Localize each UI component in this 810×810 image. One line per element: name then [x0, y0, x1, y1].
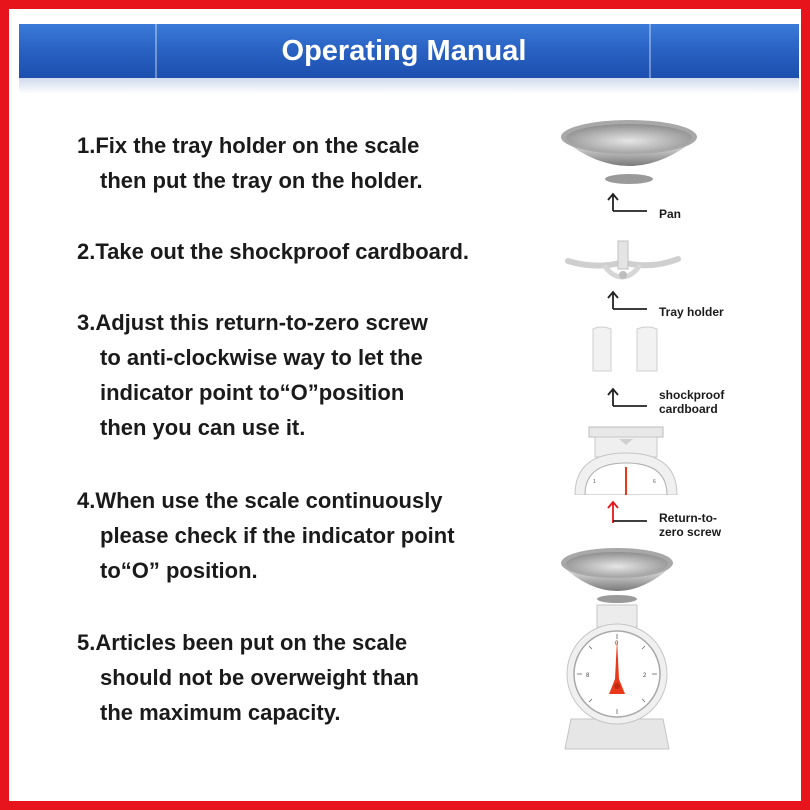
kitchen-scale-image — [557, 539, 677, 754]
pan-image — [554, 113, 704, 188]
tray-holder-pointer-icon — [605, 289, 651, 313]
step-3-line-2: to anti-clockwise way to let the — [100, 345, 423, 370]
svg-text:1: 1 — [593, 479, 596, 485]
return-screw-label: Return-to- zero screw — [659, 511, 722, 539]
step-5 — [77, 625, 419, 730]
step-4-line-2: please check if the indicator point — [100, 523, 455, 548]
step-4-line-1: 4.When use the scale continuously — [77, 488, 443, 513]
step-2 — [77, 234, 469, 269]
shockproof-cardboard-image — [591, 325, 661, 375]
pan-label: Pan — [659, 207, 682, 221]
scale-top-image — [571, 423, 681, 495]
return-screw-pointer-icon — [605, 499, 651, 525]
step-1-line-1: 1.Fix the tray holder on the scale — [77, 133, 420, 158]
tray-holder-label: Tray holder — [659, 305, 724, 319]
step-5-line-3: the maximum capacity. — [100, 700, 341, 725]
header-shadow — [19, 78, 799, 94]
step-3-line-1: 3.Adjust this return-to-zero screw — [77, 310, 428, 335]
svg-text:8: 8 — [586, 673, 590, 679]
step-2-line-1: 2.Take out the shockproof cardboard. — [77, 239, 470, 264]
svg-text:6: 6 — [653, 479, 656, 485]
step-1 — [77, 128, 423, 198]
step-1-line-2: then put the tray on the holder. — [100, 168, 423, 193]
page-title: Operating Manual — [281, 35, 527, 67]
tray-holder-image — [564, 237, 682, 283]
step-5-line-1: 5.Articles been put on the scale — [77, 630, 408, 655]
pan-pointer-icon — [605, 191, 651, 215]
step-3 — [77, 305, 428, 445]
step-3-line-4: then you can use it. — [100, 415, 306, 440]
svg-text:2: 2 — [643, 673, 647, 679]
step-5-line-2: should not be overweight than — [100, 665, 419, 690]
shockproof-label: shockproof cardboard — [659, 388, 725, 416]
step-4 — [77, 483, 455, 588]
step-3-line-3: indicator point to“O”position — [100, 380, 405, 405]
step-4-line-3: to“O” position. — [100, 558, 258, 583]
svg-text:0: 0 — [615, 641, 619, 647]
shockproof-pointer-icon — [605, 386, 651, 408]
